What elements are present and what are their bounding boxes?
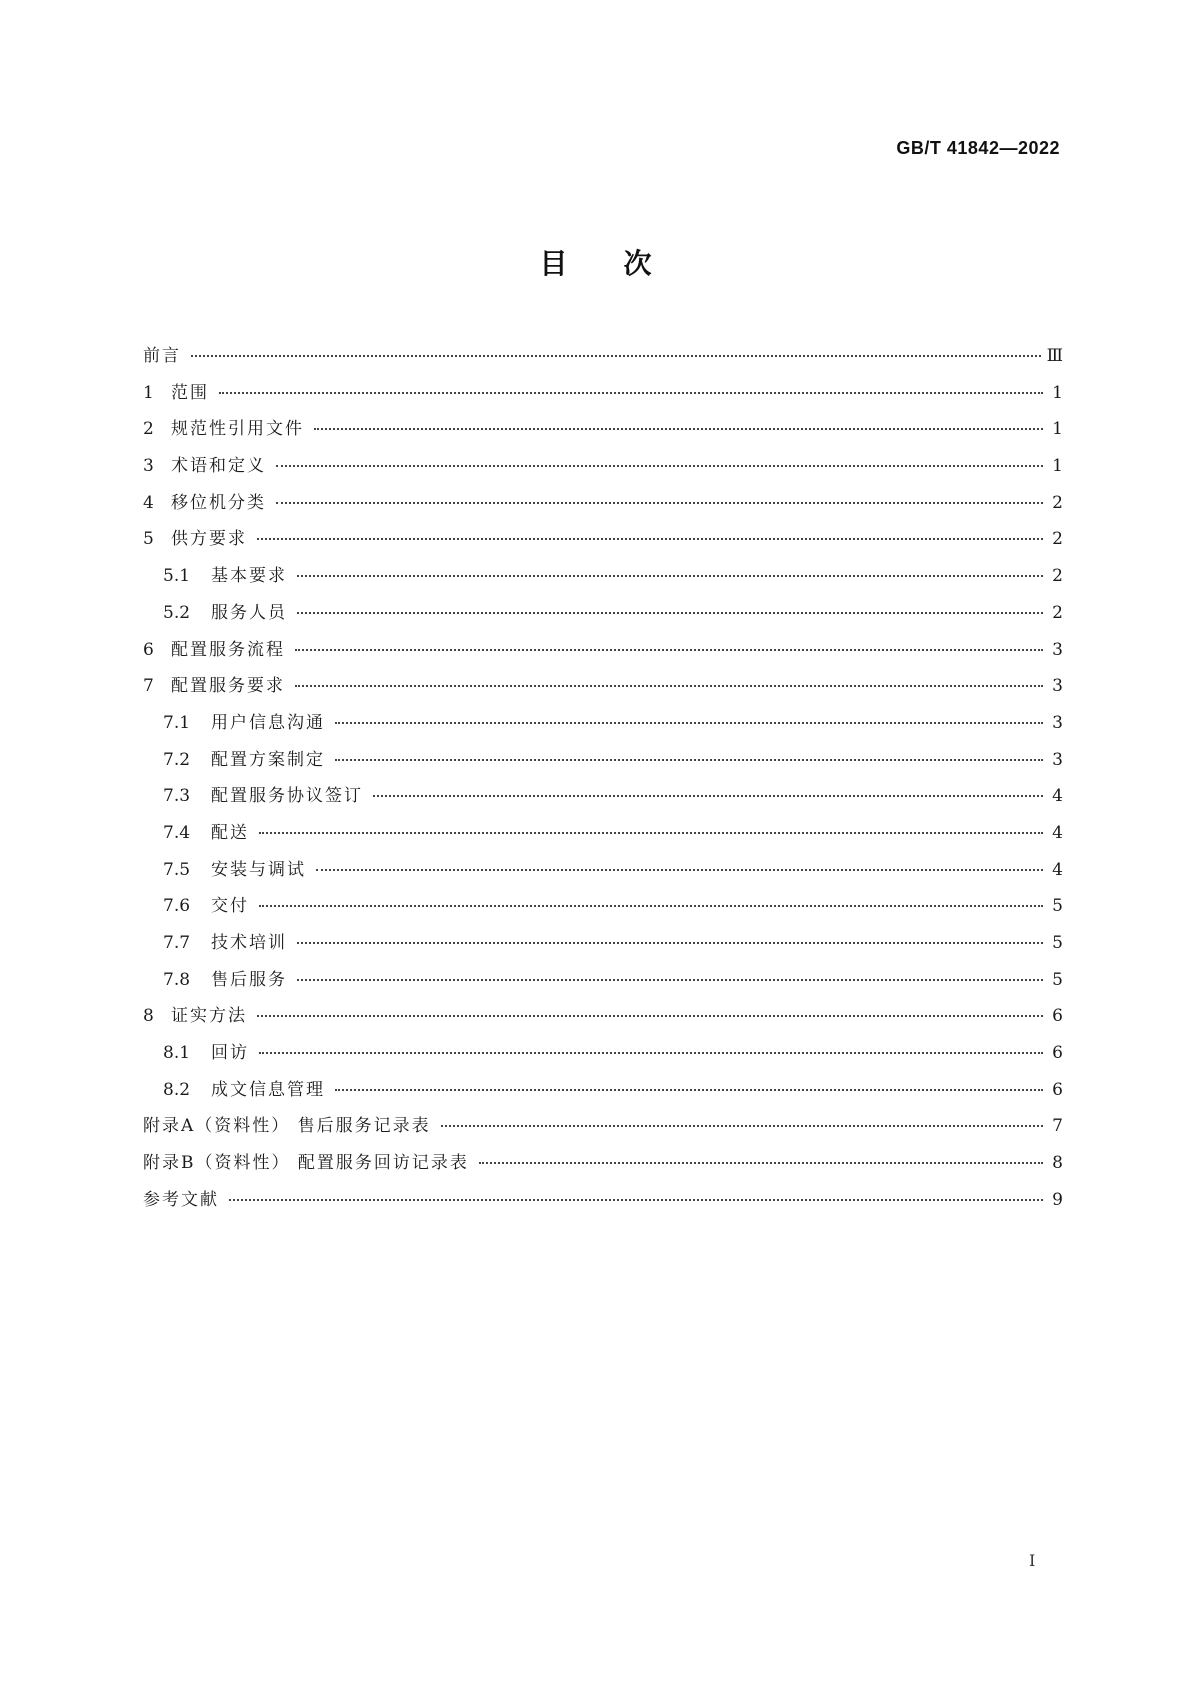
- toc-entry-number: 8: [143, 1006, 154, 1027]
- toc-entry-label: 前言: [143, 346, 181, 366]
- toc-entry[interactable]: [143, 965, 1063, 1002]
- toc-entry-page: 4: [1052, 859, 1063, 880]
- toc-entry[interactable]: [143, 598, 1063, 635]
- toc-dot-leader: [297, 942, 1043, 944]
- toc-entry-label: 证实方法: [171, 1006, 247, 1027]
- toc-entry-label: 配置服务要求: [171, 676, 285, 697]
- toc-entry[interactable]: [143, 1001, 1063, 1038]
- toc-entry-page: Ⅲ: [1046, 346, 1063, 366]
- toc-entry-number: 4: [143, 492, 154, 513]
- toc-entry[interactable]: [143, 745, 1063, 782]
- toc-entry-page: 3: [1052, 639, 1063, 660]
- toc-dot-leader: [335, 722, 1043, 724]
- toc-entry[interactable]: [143, 1038, 1063, 1075]
- toc-dot-leader: [259, 832, 1043, 834]
- toc-dot-leader: [314, 428, 1043, 430]
- toc-dot-leader: [441, 1125, 1043, 1127]
- toc-entry-label: 安装与调试: [211, 859, 306, 880]
- toc-dot-leader: [276, 465, 1043, 467]
- toc-entry-number: 7.2: [163, 749, 191, 770]
- toc-entry-label: 规范性引用文件: [171, 419, 304, 440]
- toc-entry-label: 成文信息管理: [211, 1079, 325, 1100]
- toc-dot-leader: [373, 795, 1043, 797]
- toc-entry-label: 服务人员: [211, 602, 287, 623]
- toc-entry-number: 8.1: [163, 1043, 191, 1064]
- toc-entry-number: 7.1: [163, 712, 191, 733]
- toc-entry-label: 回访: [211, 1043, 249, 1064]
- toc-entry[interactable]: [143, 855, 1063, 892]
- toc-dot-leader: [191, 355, 1041, 357]
- toc-entry-label: 用户信息沟通: [211, 712, 325, 733]
- toc-dot-leader: [297, 575, 1043, 577]
- toc-entry[interactable]: [143, 414, 1063, 451]
- toc-dot-leader: [335, 759, 1043, 761]
- toc-entry-label: 配置方案制定: [211, 749, 325, 770]
- toc-entry-number: 7.7: [163, 933, 191, 953]
- toc-entry-label: 配置服务流程: [171, 639, 285, 660]
- toc-entry-label: 范围: [171, 382, 209, 403]
- toc-dot-leader: [257, 538, 1043, 540]
- toc-entry-number: 5: [143, 529, 154, 550]
- toc-entry-label: 供方要求: [171, 529, 247, 550]
- toc-entry-page: 4: [1052, 822, 1063, 843]
- toc-dot-leader: [295, 685, 1043, 687]
- toc-entry[interactable]: [143, 524, 1063, 561]
- toc-entry-number: 1: [143, 382, 154, 403]
- toc-entry-page: 1: [1052, 382, 1063, 403]
- toc-entry-label: 移位机分类: [171, 492, 266, 513]
- toc-entry-number: 3: [143, 456, 154, 477]
- toc-entry-number: 7.3: [163, 786, 191, 807]
- toc-entry-page: 3: [1052, 712, 1063, 733]
- toc-entry-label: 技术培训: [211, 933, 287, 953]
- toc-entry-page: 3: [1052, 749, 1063, 770]
- toc-entry-page: 1: [1052, 419, 1063, 440]
- toc-entry-page: 6: [1052, 1043, 1063, 1064]
- toc-entry-label: 基本要求: [211, 566, 287, 587]
- toc-entry-label: 术语和定义: [171, 456, 266, 477]
- toc-entry[interactable]: [143, 341, 1063, 378]
- toc-entry[interactable]: [143, 671, 1063, 708]
- toc-entry-label: 附录B（资料性） 配置服务回访记录表: [143, 1153, 469, 1174]
- toc-entry[interactable]: [143, 1148, 1063, 1185]
- toc-entry[interactable]: [143, 1075, 1063, 1112]
- toc-dot-leader: [257, 1015, 1043, 1017]
- toc-entry[interactable]: [143, 1185, 1063, 1222]
- toc-entry[interactable]: [143, 708, 1063, 745]
- toc-dot-leader: [316, 869, 1043, 871]
- toc-entry[interactable]: [143, 488, 1063, 525]
- toc-dot-leader: [219, 392, 1043, 394]
- toc-entry[interactable]: [143, 451, 1063, 488]
- toc-entry[interactable]: [143, 1111, 1063, 1148]
- toc-entry[interactable]: [143, 891, 1063, 928]
- toc-entry-number: 8.2: [163, 1079, 191, 1100]
- toc-entry-page: 3: [1052, 676, 1063, 697]
- toc-dot-leader: [479, 1162, 1043, 1164]
- toc-dot-leader: [295, 649, 1043, 651]
- toc-entry-page: 9: [1052, 1189, 1063, 1210]
- toc-entry-page: 6: [1052, 1006, 1063, 1027]
- toc-entry-label: 配送: [211, 822, 249, 843]
- toc-entry-page: 2: [1052, 529, 1063, 550]
- toc-entry-page: 6: [1052, 1079, 1063, 1100]
- toc-entry-page: 5: [1052, 969, 1063, 990]
- toc-entry-number: 7: [143, 676, 154, 697]
- toc-entry-page: 1: [1052, 456, 1063, 477]
- toc-entry-number: 7.4: [163, 822, 191, 843]
- toc-entry-page: 7: [1052, 1116, 1063, 1137]
- toc-entry-page: 8: [1052, 1153, 1063, 1174]
- table-of-contents: [143, 341, 1063, 1222]
- toc-entry[interactable]: [143, 378, 1063, 415]
- toc-dot-leader: [297, 612, 1043, 614]
- toc-entry-number: 7.8: [163, 969, 191, 990]
- toc-entry[interactable]: [143, 818, 1063, 855]
- toc-entry[interactable]: [143, 635, 1063, 672]
- toc-entry-number: 5.1: [163, 566, 191, 587]
- page-number: I: [1029, 1551, 1036, 1570]
- toc-dot-leader: [259, 905, 1043, 907]
- toc-entry-number: 7.5: [163, 859, 191, 880]
- toc-entry-label: 售后服务: [211, 969, 287, 990]
- toc-entry-page: 2: [1052, 602, 1063, 623]
- toc-dot-leader: [259, 1052, 1043, 1054]
- toc-dot-leader: [297, 979, 1043, 981]
- toc-entry-page: 4: [1052, 786, 1063, 807]
- toc-entry-label: 参考文献: [143, 1189, 219, 1210]
- toc-entry-page: 5: [1052, 896, 1063, 917]
- toc-entry-page: 5: [1052, 933, 1063, 953]
- toc-entry-number: 7.6: [163, 896, 191, 917]
- toc-dot-leader: [335, 1089, 1043, 1091]
- page-title: 目次: [539, 247, 708, 280]
- toc-entry-number: 2: [143, 419, 154, 440]
- toc-dot-leader: [276, 502, 1043, 504]
- toc-dot-leader: [229, 1199, 1043, 1201]
- toc-entry-label: 配置服务协议签订: [211, 786, 363, 807]
- toc-entry-label: 附录A（资料性） 售后服务记录表: [143, 1116, 431, 1137]
- toc-entry-number: 5.2: [163, 602, 191, 623]
- toc-entry-page: 2: [1052, 492, 1063, 513]
- toc-entry[interactable]: [143, 781, 1063, 818]
- toc-entry-page: 2: [1052, 566, 1063, 587]
- toc-entry[interactable]: [143, 561, 1063, 598]
- toc-entry-label: 交付: [211, 896, 249, 917]
- toc-entry-number: 6: [143, 639, 154, 660]
- toc-entry[interactable]: [143, 928, 1063, 965]
- standard-code: GB/T 41842—2022: [896, 138, 1060, 158]
